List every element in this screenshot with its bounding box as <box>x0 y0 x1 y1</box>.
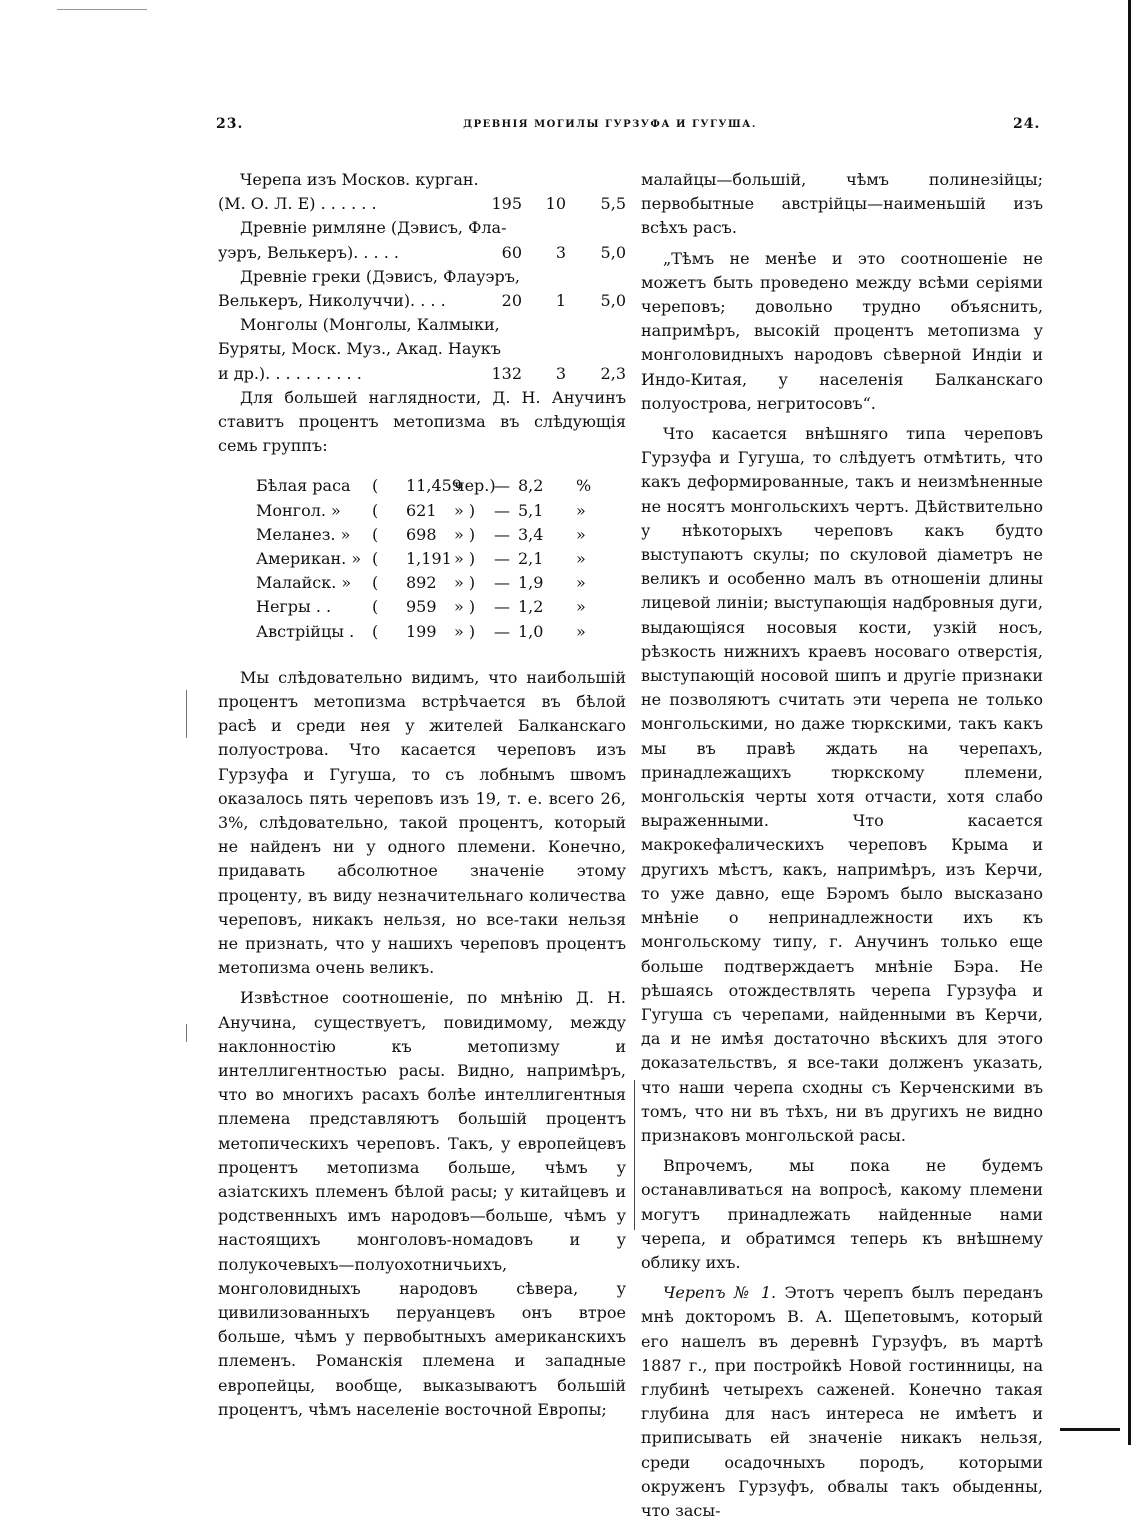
table-cell-total: 132 <box>491 363 522 383</box>
percent-unit: » <box>576 573 586 593</box>
skull-count: 1,191 <box>406 549 452 568</box>
table-row-label: Велькеръ, Николуччи). . . . <box>218 291 446 311</box>
percent-value: 8,2 <box>518 476 544 496</box>
dash: — <box>494 597 510 617</box>
percent-value: 1,0 <box>518 621 544 641</box>
table-row <box>218 265 626 313</box>
group-name: Монгол. » <box>256 500 341 520</box>
table-cell-total: 195 <box>491 194 522 214</box>
scan-mark-left-1 <box>186 690 187 738</box>
paren-close: » ) <box>454 597 476 617</box>
paragraph-metopism-intelligence: Извѣстное соотношеніе, по мнѣнію Д. Н. Анучина, существуетъ, повидимому, между наклонностію къ метопизму и интеллигентностью расы. Видно, напримѣръ, что во многихъ расахъ болѣе интеллигентныя племена представляютъ большій процентъ метопическихъ череповъ. Такъ, у европейцевъ процентъ метопизма больше, чѣмъ у азіатскихъ племенъ бѣлой расы; у китайцевъ и родственныхъ имъ народовъ—больше, чѣмъ у настоящихъ монголовъ-номадовъ и у полукочевыхъ—полуохотничьихъ, монголовидныхъ народовъ сѣвера, у цивилизованныхъ перуанцевъ онъ втрое больше, чѣмъ у первобытныхъ американскихъ племенъ. Романскія племена и западные европейцы, вообще, выказываютъ большій процентъ, чѣмъ населеніе восточной Европы; <box>218 988 626 1419</box>
table-cell-metopic: 3 <box>555 242 566 262</box>
table-row <box>218 216 626 264</box>
paragraph-skull-1 <box>641 1281 1043 1523</box>
percent-unit: » <box>576 597 586 617</box>
percent-value: 3,4 <box>518 524 544 544</box>
group-name: Австрійцы . <box>256 621 355 641</box>
paragraph-continuation: малайцы—большій, чѣмъ полинезійцы; первобытные австрійцы—наименьшій изъ всѣхъ расъ. <box>641 170 1043 238</box>
table-row <box>256 474 616 498</box>
scan-mark-left-2 <box>186 1024 187 1042</box>
table-cell-metopic: 3 <box>555 363 566 383</box>
table-row <box>218 168 626 216</box>
group-name: Меланез. » <box>256 524 351 544</box>
scan-rule-bottom <box>1060 1428 1120 1431</box>
table-row-label: уэръ, Велькеръ). . . . . <box>218 242 399 262</box>
percent-unit: % <box>576 476 592 496</box>
page-number-left: 23. <box>216 116 244 132</box>
table-cell-total: 20 <box>501 291 522 311</box>
group-name: Американ. » <box>256 549 362 568</box>
table-row-label: Монголы (Монголы, Калмыки, <box>240 315 500 335</box>
paren-open: ( <box>372 597 379 617</box>
paren-close: » ) <box>454 500 476 520</box>
percent-unit: » <box>576 549 586 568</box>
table-cell-percent: 5,5 <box>600 194 626 214</box>
paragraph-metopism-percent: Мы слѣдовательно видимъ, что наибольшій процентъ метопизма встрѣчается въ бѣлой расѣ и среди нея у жителей Балканскаго полуострова. Что касается череповъ изъ Гурзуфа и Гугуша, то съ лобнымъ швомъ оказалось пять череповъ изъ 19, т. е. всего 26, 3%, слѣдовательно, такой процентъ, который не найденъ ни у одного племени. Конечно, придавать абсолютное значеніе этому проценту, въ виду незначительнаго количества череповъ, никакъ нельзя, но все-таки нельзя не признать, что у нашихъ череповъ процентъ метопизма очень великъ. <box>218 667 626 978</box>
table-cell-metopic: 10 <box>545 194 566 214</box>
paren-close: » ) <box>454 524 476 544</box>
table-row-label: (М. О. Л. Е) . . . . . . <box>218 194 377 214</box>
table-row-label: Древніе римляне (Дэвисъ, Фла- <box>240 218 507 238</box>
percent-value: 2,1 <box>518 549 544 568</box>
group-name: Бѣлая раса <box>256 476 351 496</box>
table-cell-total: 60 <box>501 242 522 262</box>
skull-count: 698 <box>406 524 437 544</box>
percent-value: 1,9 <box>518 573 544 593</box>
table-cell-percent: 5,0 <box>600 242 626 262</box>
paragraph-groups-intro: Для большей наглядности, Д. Н. Анучинъ ставитъ процентъ метопизма въ слѣдующія семь группъ: <box>218 387 626 456</box>
percent-unit: » <box>576 524 586 544</box>
paren-close: » ) <box>454 621 476 641</box>
table-row <box>256 595 616 619</box>
table-row <box>256 499 616 523</box>
table-cell-percent: 5,0 <box>600 291 626 311</box>
dash: — <box>494 549 510 568</box>
table-row <box>256 547 616 571</box>
paragraph-transition: Впрочемъ, мы пока не будемъ останавливаться на вопросѣ, какому племени могутъ принадлежать найденные нами черепа, и обратимся теперь къ внѣшнему облику ихъ. <box>641 1156 1043 1272</box>
paren-open: ( <box>372 500 379 520</box>
percent-unit: » <box>576 500 586 520</box>
dash: — <box>494 524 510 544</box>
right-column <box>641 168 1043 1529</box>
paren-close: » ) <box>454 573 476 593</box>
skull-1-heading: Черепъ № 1. <box>663 1283 777 1303</box>
dash: — <box>494 500 510 520</box>
scan-rule-top <box>57 9 147 10</box>
percent-unit: » <box>576 621 586 641</box>
paren-close: чер.) <box>454 476 496 496</box>
paren-open: ( <box>372 524 379 544</box>
column-rule <box>634 1080 635 1230</box>
paragraph-external-type: Что касается внѣшняго типа череповъ Гурзуфа и Гугуша, то слѣдуетъ отмѣтить, что какъ деформированные, такъ и неизмѣненные не носятъ монгольскихъ чертъ. Дѣйствительно у нѣкоторыхъ череповъ какъ будто выступаютъ скулы; по скуловой діаметръ не великъ и особенно малъ въ отношеніи длины лицевой линіи; выступающія надбровныя дуги, выдающіяся носовыя кости, узкій носъ, рѣзкость нижнихъ краевъ носоваго отверстія, выступающій носовой шипъ и другіе признаки не позволяютъ считать эти черепа не только монгольскими, но даже тюркскими, такъ какъ мы въ правѣ ждать на черепахъ, принадлежащихъ тюркскому племени, монгольскія черты хотя отчасти, хотя слабо выраженными. Что касается макрокефалическихъ череповъ Крыма и другихъ мѣстъ, какъ, напримѣръ, изъ Керчи, то уже давно, еще Бэромъ было высказано мнѣніе о непринадлежности ихъ къ монгольскому типу, г. Анучинъ только еще больше подтверждаетъ мнѣніе Бэра. Не рѣшаясь отождествлять черепа Гурзуфа и Гугуша съ черепами, найденными въ Керчи, да и не имѣя достаточно вѣскихъ для этого доказательствъ, я все-таки долженъ указать, что наши черепа сходны съ Керченскими въ томъ, что ни въ тѣхъ, ни въ другихъ не видно признаковъ монгольской расы. <box>641 424 1043 1145</box>
skull-count: 199 <box>406 621 437 641</box>
skull-count: 621 <box>406 500 437 520</box>
page-number-right: 24. <box>1013 116 1041 132</box>
table-row-label: Черепа изъ Москов. курган. <box>240 170 479 189</box>
table-row-label: и др.). . . . . . . . . . <box>218 363 362 383</box>
paragraph-quote: „Тѣмъ не менѣе и это соотношеніе не можетъ быть проведено между всѣми серіями череповъ; довольно трудно объяснить, напримѣръ, высокій процентъ метопизма у монголовидныхъ народовъ сѣверной Индіи и Индо-Китая, у населенія Балканскаго полуострова, негритосовъ“. <box>641 248 1043 413</box>
dash: — <box>494 476 510 496</box>
race-groups-table <box>256 474 616 643</box>
percent-value: 5,1 <box>518 500 544 520</box>
left-column <box>218 168 626 1428</box>
paren-open: ( <box>372 476 379 496</box>
skull-count: 959 <box>406 597 437 617</box>
paren-open: ( <box>372 573 379 593</box>
table-row <box>218 313 626 386</box>
running-title: ДРЕВНІЯ МОГИЛЫ ГУРЗУФА И ГУГУША. <box>463 119 757 130</box>
percent-value: 1,2 <box>518 597 544 617</box>
skull-count: 892 <box>406 573 437 593</box>
group-name: Малайск. » <box>256 573 352 593</box>
skull-1-text: Этотъ черепъ былъ переданъ мнѣ докторомъ В. А. Щепетовымъ, который его нашелъ въ деревнѣ Гурзуфъ, въ мартѣ 1887 г., при постройкѣ Новой гостинницы, на глубинѣ четырехъ саженей. Конечно такая глубина для насъ интереса не имѣетъ и приписывать ей значеніе никакъ нельзя, среди осадочныхъ породъ, которыми окруженъ Гурзуфъ, обвалы такъ обыденны, что засы- <box>641 1283 1043 1520</box>
metopism-table <box>218 168 626 386</box>
skull-count: 11,459 <box>406 476 462 496</box>
paren-open: ( <box>372 549 379 568</box>
scan-edge-right <box>1128 0 1131 1445</box>
table-row <box>256 523 616 547</box>
dash: — <box>494 573 510 593</box>
table-cell-percent: 2,3 <box>600 363 626 383</box>
paren-close: » ) <box>454 549 476 568</box>
table-row <box>256 620 616 644</box>
dash: — <box>494 621 510 641</box>
table-row-label: Буряты, Моск. Муз., Акад. Наукъ <box>218 339 501 359</box>
table-row-label: Древніе греки (Дэвисъ, Флауэръ, <box>240 266 520 286</box>
group-name: Негры . . <box>256 597 332 617</box>
table-cell-metopic: 1 <box>555 291 566 311</box>
paren-open: ( <box>372 621 379 641</box>
table-row <box>256 571 616 595</box>
